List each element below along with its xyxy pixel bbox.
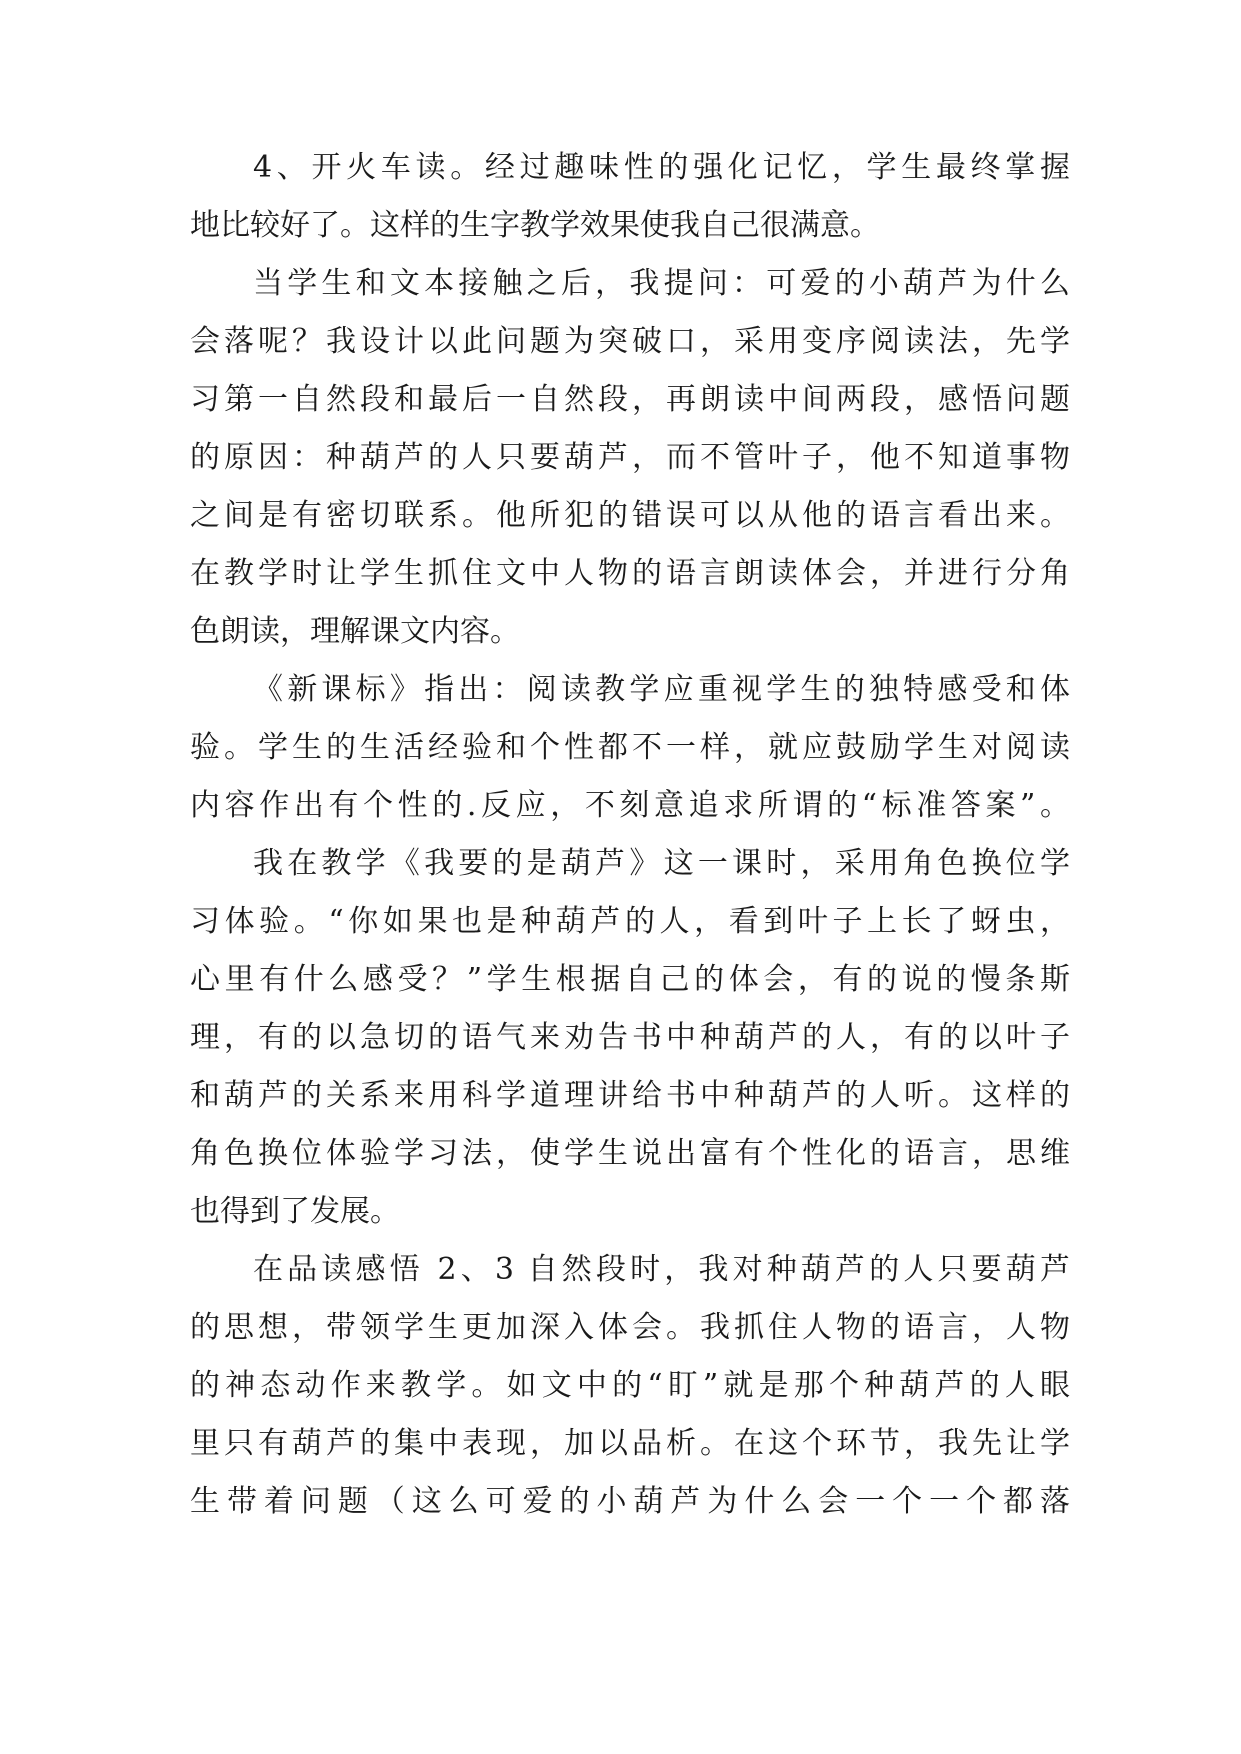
text-line: 4、开火车读。经过趣味性的强化记忆，学生最终掌握 [253,150,1070,185]
text-line: 也得到了发展。 [190,1194,400,1229]
text-line: 内容作出有个性的.反应，不刻意追求所谓的“标准答案”。 [190,788,1070,823]
text-line: 《新课标》指出：阅读教学应重视学生的独特感受和体 [253,672,1070,707]
text-line: 色朗读，理解课文内容。 [190,614,520,649]
text-line: 生带着问题（这么可爱的小葫芦为什么会一个一个都落 [190,1484,1070,1519]
text-line: 习第一自然段和最后一自然段，再朗读中间两段，感悟问题 [190,382,1070,417]
text-line: 习体验。“你如果也是种葫芦的人，看到叶子上长了蚜虫， [190,904,1070,939]
text-line: 的思想，带领学生更加深入体会。我抓住人物的语言，人物 [190,1310,1070,1345]
text-line: 的神态动作来教学。如文中的“盯”就是那个种葫芦的人眼 [190,1368,1070,1403]
text-line: 的原因：种葫芦的人只要葫芦，而不管叶子，他不知道事物 [190,440,1070,475]
text-line: 角色换位体验学习法，使学生说出富有个性化的语言，思维 [190,1136,1070,1171]
text-line: 之间是有密切联系。他所犯的错误可以从他的语言看出来。 [190,498,1070,533]
text-line: 和葫芦的关系来用科学道理讲给书中种葫芦的人听。这样的 [190,1078,1070,1113]
text-line: 会落呢？我设计以此问题为突破口，采用变序阅读法，先学 [190,324,1070,359]
text-line: 当学生和文本接触之后，我提问：可爱的小葫芦为什么 [253,266,1070,301]
text-line: 我在教学《我要的是葫芦》这一课时，采用角色换位学 [253,846,1070,881]
text-line: 地比较好了。这样的生字教学效果使我自己很满意。 [190,208,880,243]
text-line: 理，有的以急切的语气来劝告书中种葫芦的人，有的以叶子 [190,1020,1070,1055]
text-line: 在品读感悟 2、3 自然段时，我对种葫芦的人只要葫芦 [253,1252,1070,1287]
text-line: 心里有什么感受？”学生根据自己的体会，有的说的慢条斯 [190,962,1070,997]
text-line: 在教学时让学生抓住文中人物的语言朗读体会，并进行分角 [190,556,1070,591]
text-line: 验。学生的生活经验和个性都不一样，就应鼓励学生对阅读 [190,730,1070,765]
text-line: 里只有葫芦的集中表现，加以品析。在这个环节，我先让学 [190,1426,1070,1461]
